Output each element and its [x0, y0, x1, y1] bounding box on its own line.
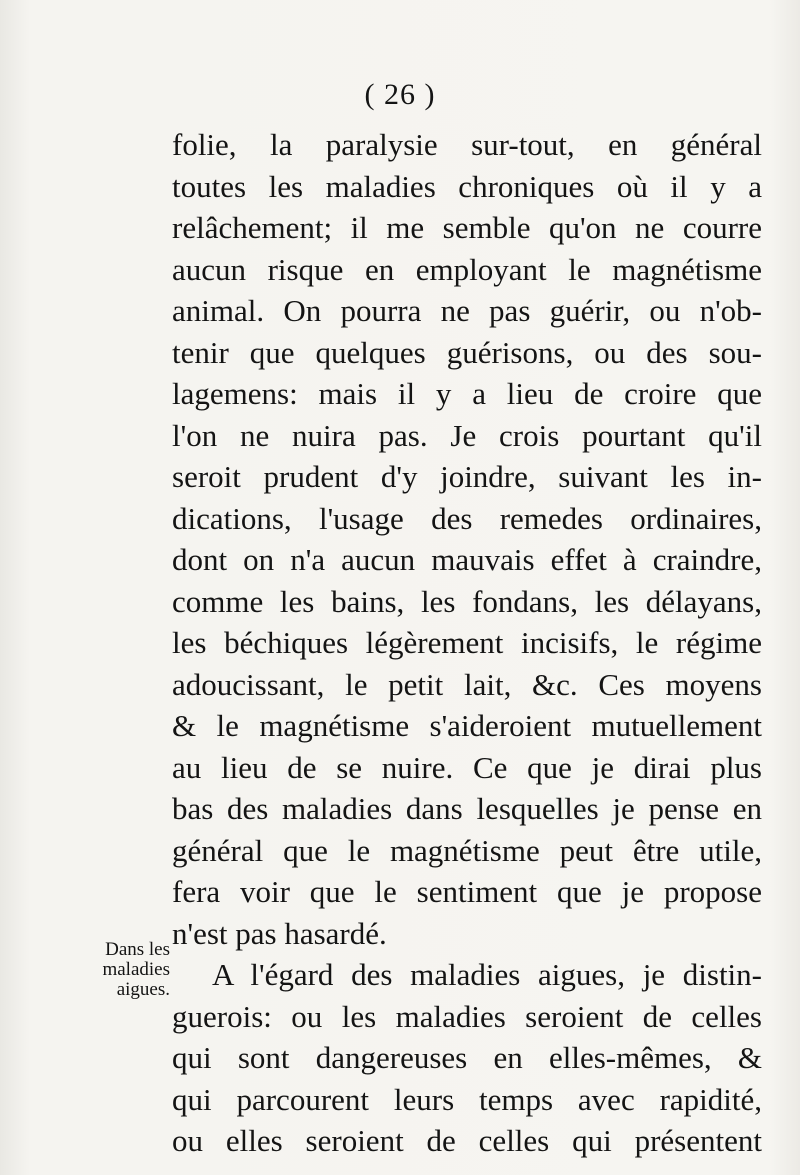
text-line: aucun risque en employant le magnétisme: [172, 251, 762, 287]
text-line: & le magnétisme s'aideroient mutuellement: [172, 708, 762, 743]
text-line: animal. On pourra ne pas guérir, ou n'ob-: [172, 293, 762, 328]
text-line: les béchiques légèrement incisifs, le régime: [172, 625, 762, 660]
text-line: qui sont dangereuses en elles-mêmes, &: [172, 1040, 762, 1075]
margin-note-line: maladies: [102, 959, 170, 980]
text-line: adoucissant, le petit lait, &c. Ces moyens: [172, 666, 762, 702]
text-line: dont on n'a aucun mauvais effet à craindre,: [172, 542, 762, 577]
text-line: toutes les maladies chroniques où il y a: [172, 168, 762, 204]
text-line: au lieu de se nuire. Ce que je dirai plus: [172, 749, 762, 785]
text-line: guerois: ou les maladies seroient de celles: [172, 998, 762, 1034]
margin-note-line: Dans les: [105, 939, 170, 960]
text-line: comme les bains, les fondans, les délayans,: [172, 583, 762, 619]
text-line: relâchement; il me semble qu'on ne courre: [172, 210, 762, 245]
text-line: général que le magnétisme peut être utile,: [172, 832, 762, 868]
margin-note-line: aigues.: [116, 979, 170, 1000]
text-line: seroit prudent d'y joindre, suivant les in-: [172, 459, 762, 494]
text-line: qui parcourent leurs temps avec rapidité,: [172, 1081, 762, 1117]
page-number: ( 26 ): [364, 78, 436, 111]
text-line: ou elles seroient de celles qui présentent: [172, 1123, 762, 1158]
text-line: A l'égard des maladies aigues, je distin-: [212, 957, 762, 992]
text-line: tenir que quelques guérisons, ou des sou-: [172, 334, 762, 370]
margin-note: [78, 940, 170, 1000]
text-line: l'on ne nuira pas. Je crois pourtant qu'il: [172, 417, 762, 453]
text-line: n'est pas hasardé.: [172, 915, 387, 951]
text-line: fera voir que le sentiment que je propose: [172, 874, 762, 909]
text-line: lagemens: mais il y a lieu de croire que: [172, 376, 762, 411]
text-line: bas des maladies dans lesquelles je pense en: [172, 791, 762, 826]
body-text: [172, 124, 762, 1162]
text-line: folie, la paralysie sur-tout, en général: [172, 127, 762, 162]
text-line: dications, l'usage des remedes ordinaires,: [172, 500, 762, 536]
